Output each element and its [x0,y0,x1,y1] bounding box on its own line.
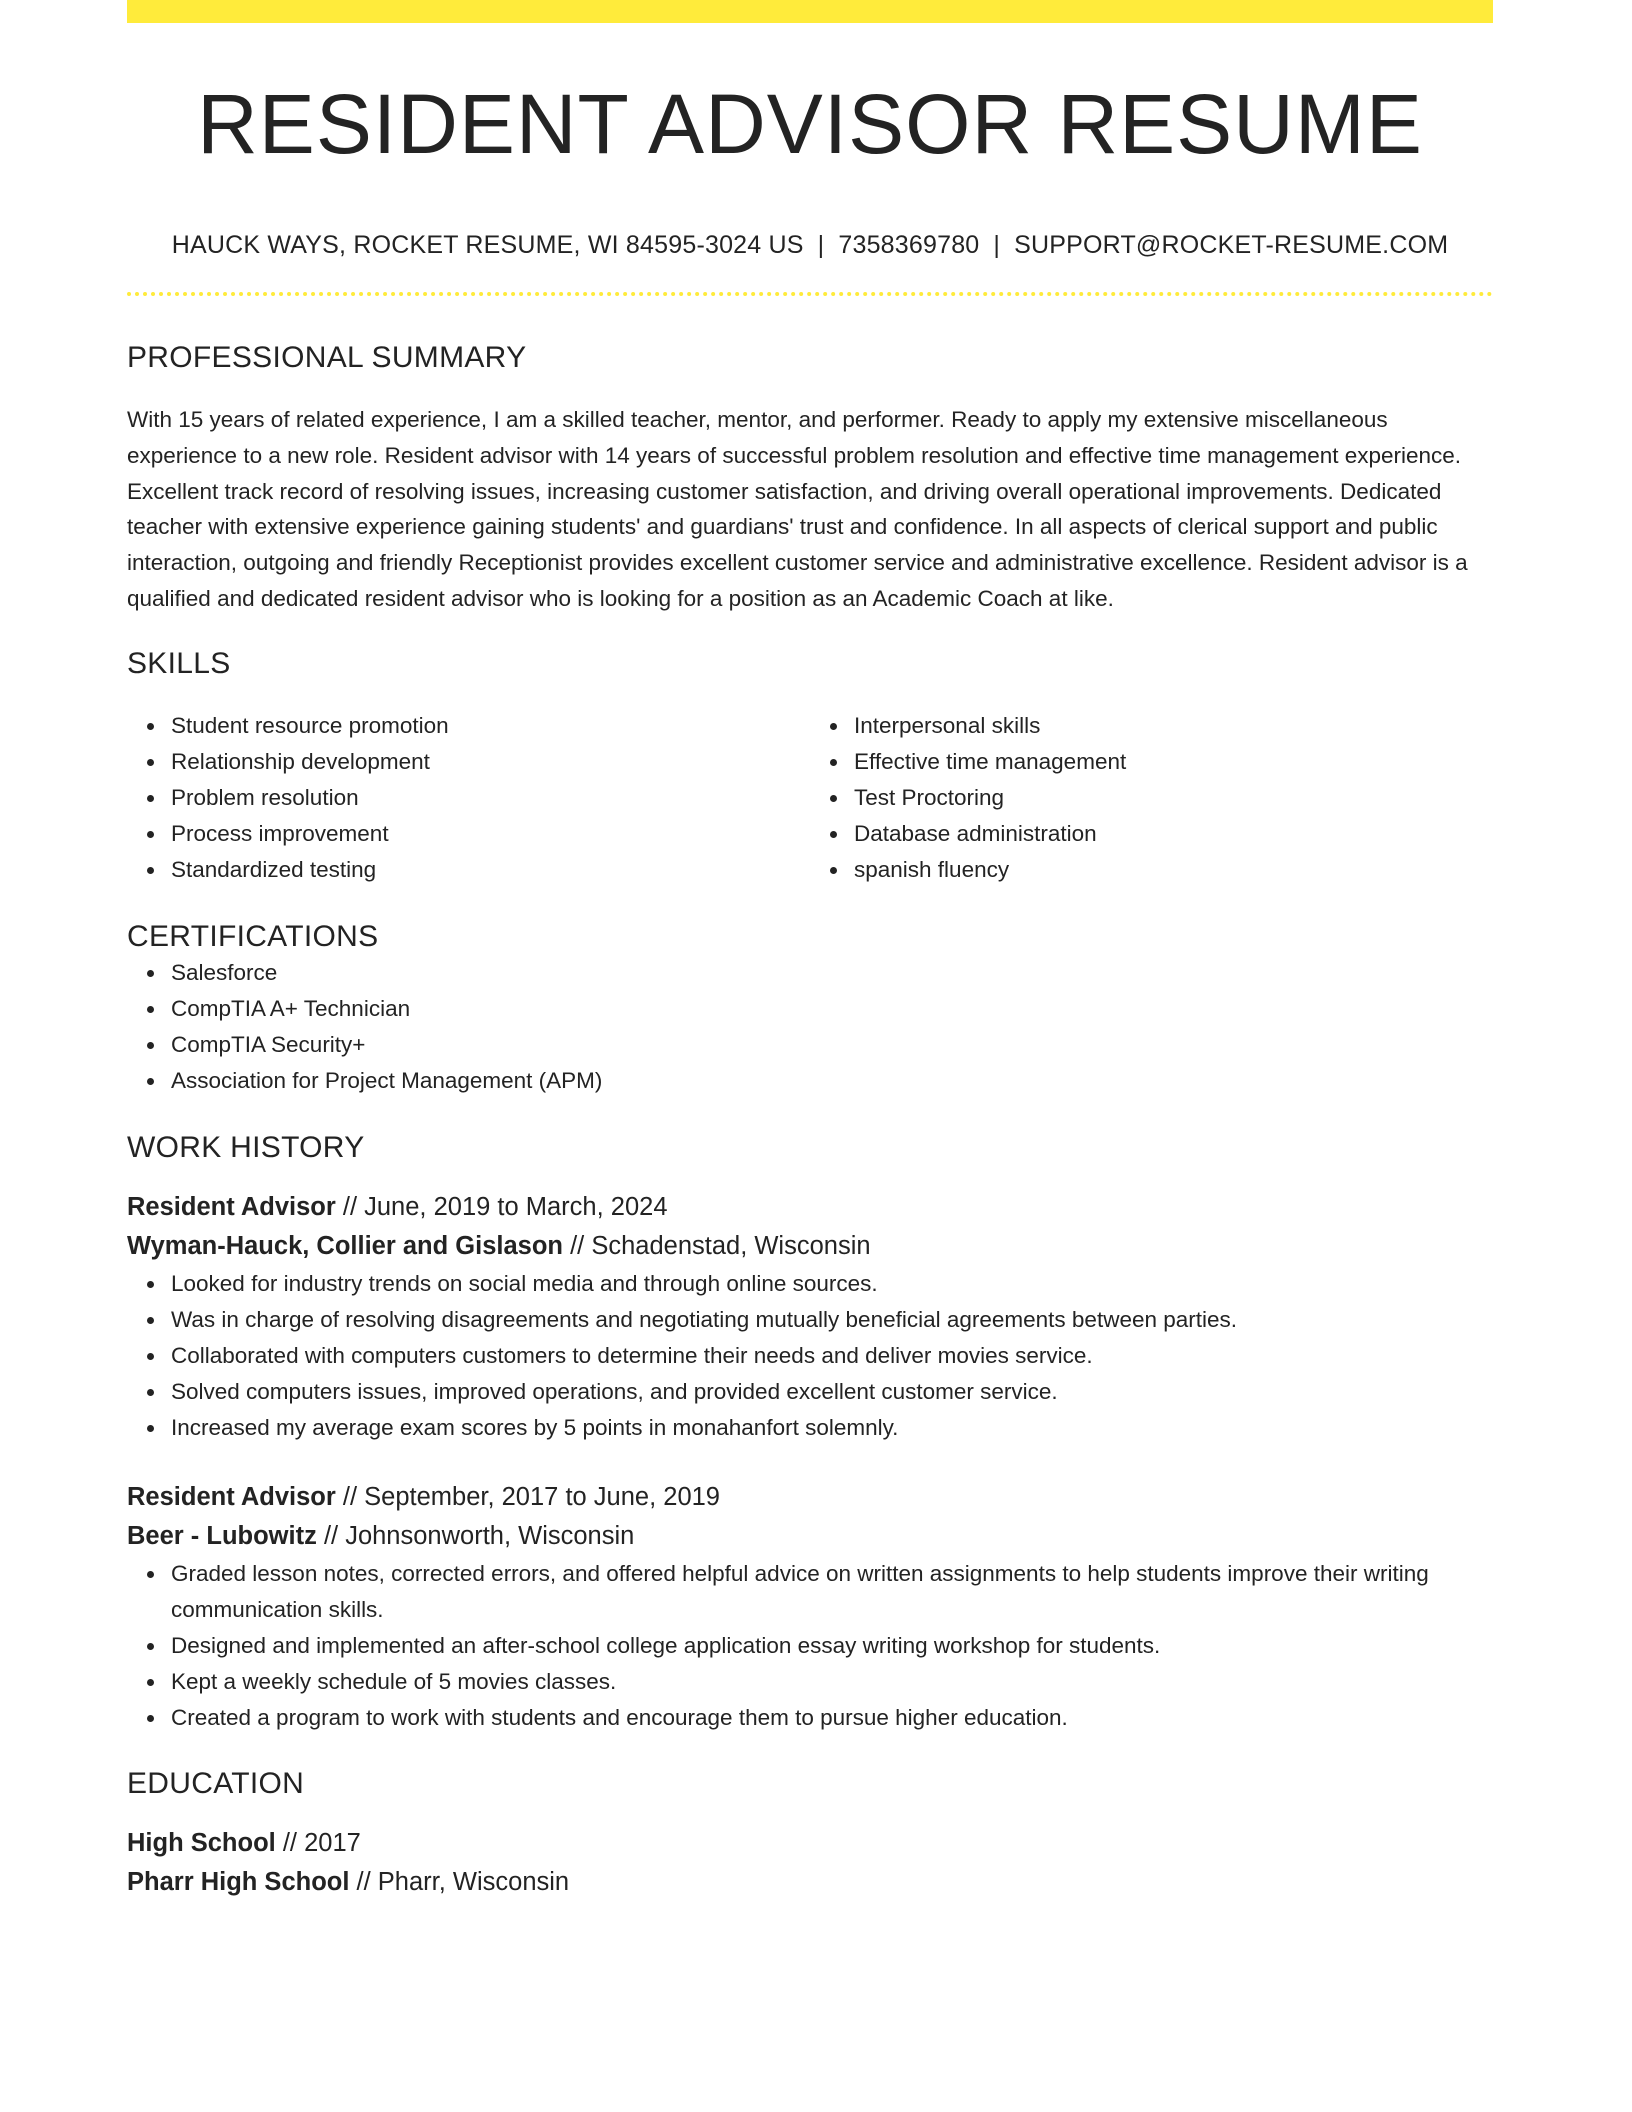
skills-list-right [810,708,1493,888]
job-title: Resident Advisor [127,1482,336,1511]
summary-heading: PROFESSIONAL SUMMARY [127,341,527,374]
certifications-list [127,955,1493,1099]
job-title-line [127,1478,1493,1517]
skill-item: Standardized testing [171,852,810,888]
job-dates: // June, 2019 to March, 2024 [342,1192,668,1221]
job-title: Resident Advisor [127,1192,336,1221]
job-dates: // September, 2017 to June, 2019 [342,1482,720,1511]
education-heading: EDUCATION [127,1766,305,1800]
job-company: Beer - Lubowitz [127,1521,317,1550]
education-degree-line [127,1824,1493,1863]
contact-address: HAUCK WAYS, ROCKET RESUME, WI 84595-3024 US [171,231,804,259]
job-bullet: Kept a weekly schedule of 5 movies classes. [171,1664,1493,1700]
contact-separator: | [817,231,825,259]
contact-phone: 7358369780 [838,231,980,259]
dotted-divider [127,292,1493,296]
certifications-heading: CERTIFICATIONS [127,919,379,953]
education-location: // Pharr, Wisconsin [356,1867,570,1896]
skill-item: Process improvement [171,816,810,852]
job-location: // Schadenstad, Wisconsin [570,1231,871,1260]
job-bullets [127,1266,1493,1446]
job-bullet: Solved computers issues, improved operations, and provided excellent customer service. [171,1374,1493,1410]
education-school: Pharr High School [127,1867,350,1896]
accent-top-bar [127,0,1493,23]
skill-item: Database administration [854,816,1493,852]
job-bullet: Designed and implemented an after-school college application essay writing workshop for students. [171,1628,1493,1664]
skill-item: Interpersonal skills [854,708,1493,744]
skill-item: Effective time management [854,744,1493,780]
job-bullet: Graded lesson notes, corrected errors, and offered helpful advice on written assignments to help students improve their writing communication skills. [171,1556,1493,1628]
education-degree: High School [127,1828,276,1857]
education-school-line [127,1863,1493,1902]
skills-heading: SKILLS [127,646,231,680]
job-company: Wyman-Hauck, Collier and Gislason [127,1231,563,1260]
job-bullet: Looked for industry trends on social media and through online sources. [171,1266,1493,1302]
skills-grid [127,708,1493,888]
skills-list-left [127,708,810,888]
job-company-line [127,1517,1493,1556]
certification-item: Salesforce [171,955,1493,991]
skill-item: Relationship development [171,744,810,780]
resume-page [127,0,1493,1902]
resume-title: RESIDENT ADVISOR RESUME [197,77,1423,171]
job-bullet: Created a program to work with students and encourage them to pursue higher education. [171,1700,1493,1736]
certification-item: CompTIA A+ Technician [171,991,1493,1027]
job-title-line [127,1188,1493,1227]
summary-text: With 15 years of related experience, I am a skilled teacher, mentor, and performer. Ready to apply my extensive miscellaneous experience to a new role. Resident advisor with 14 years of successful problem resolution and effective time management experience. Excellent track record of resolving issues, increasing customer satisfaction, and driving overall operational improvements. Dedicated teacher with extensive experience gaining students' and guardians' trust and confidence. In all aspects of clerical support and public interaction, outgoing and friendly Receptionist provides excellent customer service and administrative excellence. Resident advisor is a qualified and dedicated resident advisor who is looking for a position as an Academic Coach at like. [127,407,1468,611]
contact-separator: | [993,231,1001,259]
contact-line [127,230,1493,260]
contact-email: SUPPORT@ROCKET-RESUME.COM [1014,231,1449,259]
job-location: // Johnsonworth, Wisconsin [323,1521,635,1550]
skill-item: Test Proctoring [854,780,1493,816]
skill-item: Student resource promotion [171,708,810,744]
work-history-heading: WORK HISTORY [127,1130,365,1164]
skill-item: Problem resolution [171,780,810,816]
job-bullet: Was in charge of resolving disagreements and negotiating mutually beneficial agreements between parties. [171,1302,1493,1338]
job-bullets [127,1556,1493,1736]
job-bullet: Increased my average exam scores by 5 points in monahanfort solemnly. [171,1410,1493,1446]
certification-item: CompTIA Security+ [171,1027,1493,1063]
certification-item: Association for Project Management (APM) [171,1063,1493,1099]
education-year: // 2017 [282,1828,361,1857]
job-company-line [127,1227,1493,1266]
skill-item: spanish fluency [854,852,1493,888]
job-bullet: Collaborated with computers customers to determine their needs and deliver movies service. [171,1338,1493,1374]
